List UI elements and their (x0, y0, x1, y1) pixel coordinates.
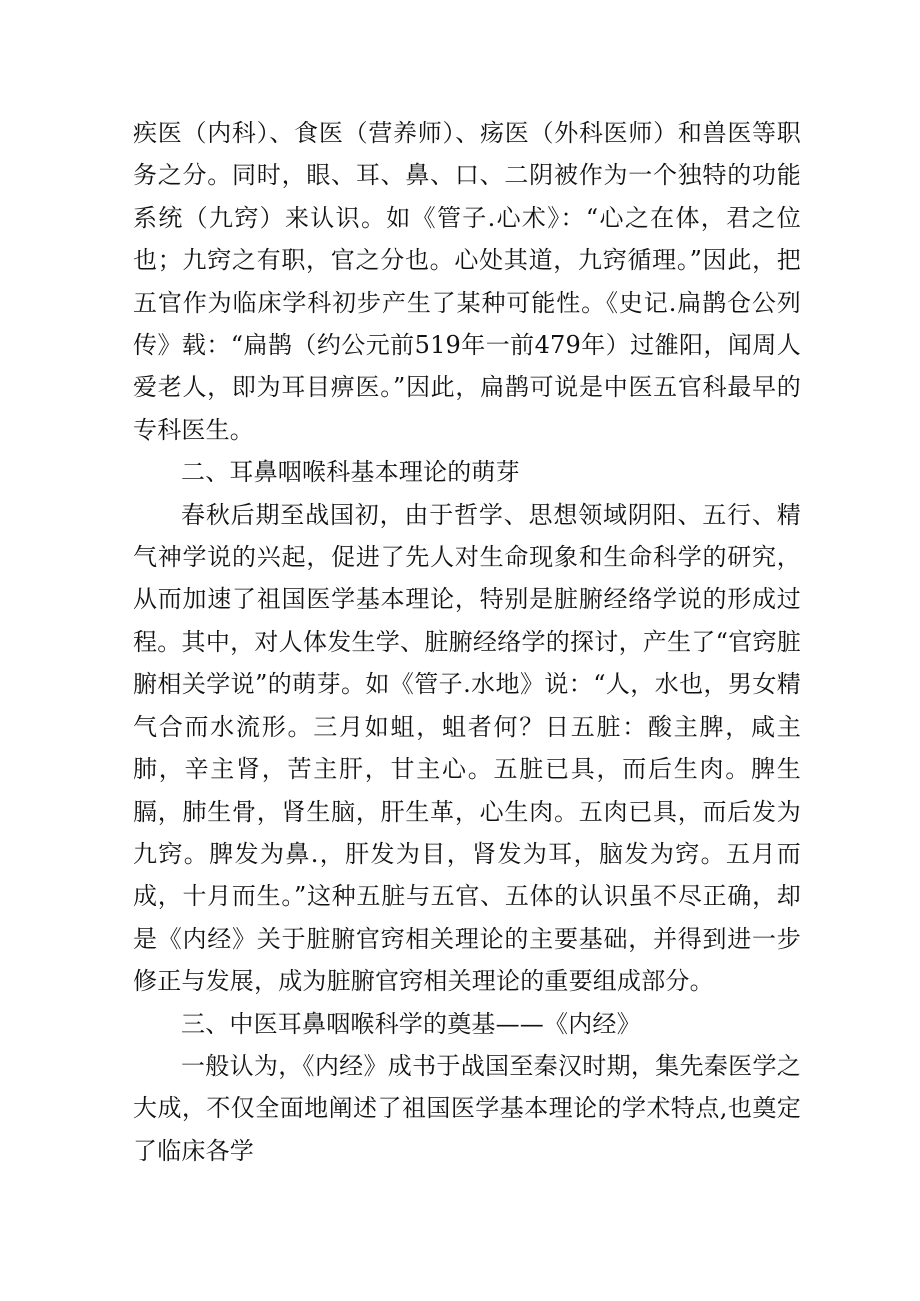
section-heading-2: 二、耳鼻咽喉科基本理论的萌芽 (181, 458, 520, 487)
document-body (133, 112, 801, 1172)
paragraph-theory-origins: 春秋后期至战国初，由于哲学、思想领域阴阳、五行、精气神学说的兴起，促进了先人对生命现象和生命科学的研究，从而加速了祖国医学基本理论，特别是脏腑经络学说的形成过程。其中，对人体发生学、脏腑经络学的探讨，产生了“官窍脏腑相关学说”的萌芽。如《管子.水地》说：“人，水也，男女精气合而水流形。三月如蛆，蛆者何？日五脏：酸主脾，咸主肺，辛主肾，苦主肝，甘主心。五脏已具，而后生肉。脾生膈，肺生骨，肾生脑，肝生革，心生肉。五肉已具，而后发为九窍。脾发为鼻.，肝发为目，肾发为耳，脑发为窍。五月而成，十月而生。”这种五脏与五官、五体的认识虽不尽正确，却是《内经》关于脏腑官窍相关理论的主要基础，并得到进一步修正与发展，成为脏腑官窍相关理论的重要组成部分。 (133, 500, 801, 996)
paragraph-neijing: 一般认为，《内经》成书于战国至秦汉时期，集先秦医学之大成，不仅全面地阐述了祖国医学基本理论的学术特点,也奠定了临床各学 (133, 1051, 801, 1165)
paragraph-continuation: 疾医（内科）、食医（营养师）、疡医（外科医师）和兽医等职务之分。同时，眼、耳、鼻、口、二阴被作为一个独特的功能系统（九窍）来认识。如《管子.心术》：“心之在体，君之位也；九窍之有职，官之分也。心处其道，九窍循理。”因此，把五官作为临床学科初步产生了某种可能性。《史记.扁鹊仓公列传》载：“扁鹊（约公元前519年一前479年）过雒阳，闻周人爱老人，即为耳目痹医。”因此，扁鹊可说是中医五官科最早的专科医生。 (133, 119, 801, 444)
section-heading-3: 三、中医耳鼻咽喉科学的奠基——《内经》 (181, 1009, 641, 1038)
